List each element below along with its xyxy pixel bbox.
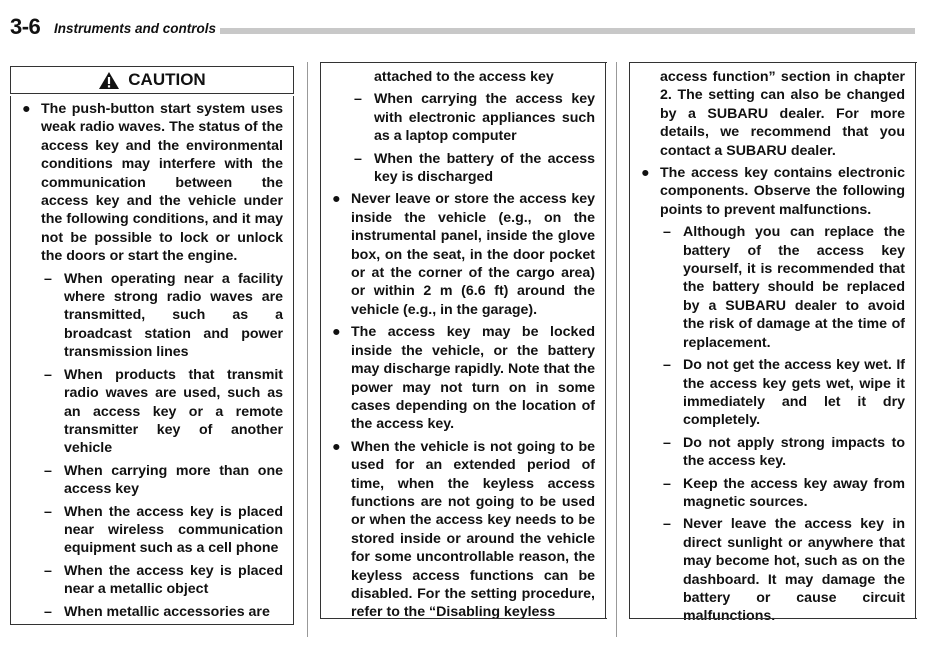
sub-item [321, 150, 605, 187]
item-text: When the vehicle is not going to be used for an extended period of time, when the keyless access functions are not going to be used or when the access key needs to be stored inside or around the vehicle for some uncontrollable reason, the keyless access functions can be disabled. For the setting procedure, refer to the “Disabling keyless [351, 438, 595, 621]
box-top-border [629, 62, 917, 63]
bullet-marker: ● [332, 324, 341, 341]
caution-box-column-3 [629, 62, 916, 625]
dash-marker: – [663, 475, 671, 492]
header-rule [220, 28, 915, 34]
dash-marker: – [663, 357, 671, 374]
bullet-marker: ● [641, 165, 650, 182]
sub-item [630, 356, 915, 430]
bullet-marker: ● [332, 438, 341, 455]
item-text: The access key contains electronic components. Observe the following points to prevent malfunctions. [660, 165, 905, 218]
page-header [10, 14, 915, 38]
column-divider [616, 62, 617, 637]
dash-marker: – [354, 91, 362, 108]
sub-item [11, 603, 293, 621]
item-text: The push-button start system uses weak radio waves. The status of the access key and the environmental conditions may interfere with the communication between the access key and the vehicle under the following conditions, and it may not be possible to lock or unlock the doors or start the engine. [41, 101, 283, 265]
caution-body [10, 96, 294, 625]
sub-item-text: When carrying more than one access key [64, 462, 283, 498]
dash-marker: – [663, 434, 671, 451]
sub-item [11, 562, 293, 599]
sub-item-text: When the access key is placed near a metallic object [64, 562, 283, 598]
list-item [321, 190, 605, 319]
item-text: The access key may be locked inside the vehicle, or the battery may discharge rapidly. Note that the power may not turn on in some cases depending on the location of the access key. [351, 324, 595, 433]
continued-text: access function” section in chapter 2. The setting can also be changed by a SUBARU dealer. For more details, we recommend that you contact a SUBARU dealer. [660, 69, 905, 159]
sub-item [11, 270, 293, 362]
sub-item-text: Keep the access key away from magnetic sources. [683, 475, 905, 510]
sub-item-text: Do not apply strong impacts to the access key. [683, 434, 905, 470]
sub-item-text: When products that transmit radio waves are used, such as an access key or a remote transmitter key of another vehicle [64, 366, 283, 457]
dash-marker: – [44, 562, 52, 579]
warning-icon [98, 71, 120, 90]
dash-marker: – [663, 516, 671, 533]
sub-item-text: When carrying the access key with electronic appliances such as a laptop computer [374, 91, 595, 145]
sub-item-text: Do not get the access key wet. If the access key gets wet, wipe it immediately and let it dry completely. [683, 357, 905, 429]
bullet-marker: ● [22, 101, 31, 117]
list-item [321, 323, 605, 433]
sub-item-text: When the access key is placed near wireless communication equipment such as a cell phone [64, 503, 283, 557]
sub-item [11, 366, 293, 458]
sub-item-text: Never leave the access key in direct sunlight or anywhere that may become hot, such as on the dashboard. It may damage the battery or cause circuit malfunctions. [683, 516, 905, 625]
sub-item-text: When metallic accessories are [64, 603, 270, 620]
caution-header [10, 66, 294, 94]
sub-item [321, 90, 605, 145]
list-item [321, 438, 605, 622]
sub-item [11, 462, 293, 499]
dash-marker: – [663, 224, 671, 241]
dash-marker: – [44, 603, 52, 620]
sub-item-text: Although you can replace the battery of the access key yourself, it is recommended that the battery should be replaced by a SUBARU dealer to avoid the risk of damage at the time of replacement. [683, 224, 905, 351]
bullet-marker: ● [332, 191, 341, 208]
box-bottom-border [629, 618, 917, 619]
sub-item [630, 475, 915, 512]
continued-text: attached to the access key [374, 69, 554, 85]
item-text: Never leave or store the access key inside the vehicle (e.g., on the instrumental panel, inside the glove box, on the seat, in the door pocket or at the corner of the cargo area) or within 2 m (6.6 ft) around the vehicle (e.g., in the garage). [351, 191, 595, 318]
column-divider [307, 62, 308, 637]
sub-item [630, 434, 915, 471]
sub-item [630, 223, 915, 352]
caution-box-column-1 [10, 62, 295, 627]
dash-marker: – [354, 150, 362, 167]
page-number: 3-6 [10, 14, 41, 39]
sub-item [11, 503, 293, 558]
caution-box-column-2 [320, 62, 606, 619]
caution-label: CAUTION [128, 70, 206, 89]
box-bottom-border [320, 618, 607, 619]
sub-item [630, 515, 915, 625]
section-title: Instruments and controls [54, 21, 217, 36]
dash-marker: – [44, 366, 52, 383]
dash-marker: – [44, 462, 52, 479]
list-item [630, 164, 915, 219]
list-item [11, 100, 293, 266]
dash-marker: – [44, 503, 52, 520]
sub-item-text: When the battery of the access key is discharged [374, 150, 595, 186]
sub-item-text: When operating near a facility where strong radio waves are transmitted, such as a broadcast station and power transmission lines [64, 270, 283, 361]
dash-marker: – [44, 270, 52, 287]
box-top-border [320, 62, 607, 63]
